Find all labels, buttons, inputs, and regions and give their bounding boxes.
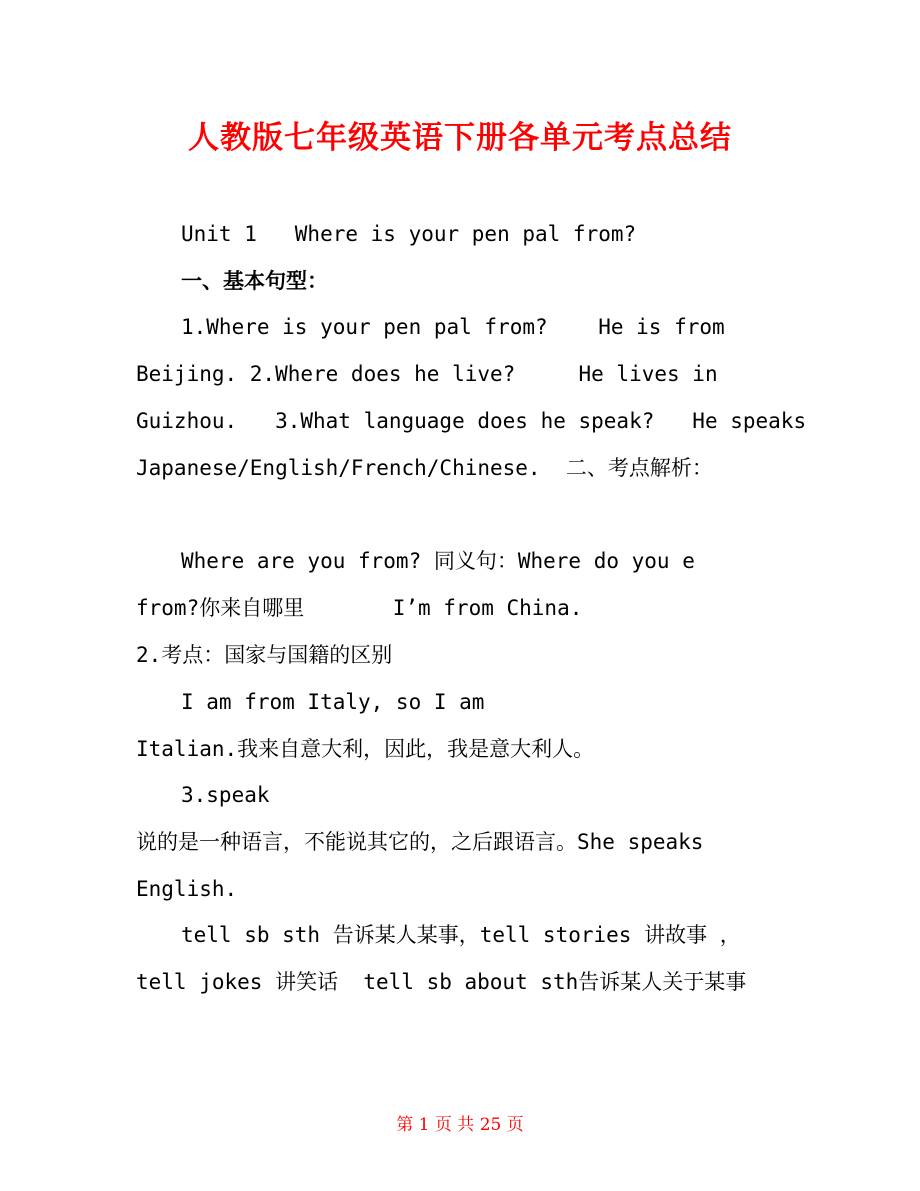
body-line: 3.speak <box>181 783 270 807</box>
body-line: English. <box>136 877 238 901</box>
document-title: 人教版七年级英语下册各单元考点总结 <box>188 120 732 156</box>
body-line: tell jokes 讲笑话 tell sb about sth告诉某人关于某事 <box>136 970 747 994</box>
page-number: 第 1 页 共 25 页 <box>396 1115 524 1135</box>
body-line: Guizhou. 3.What language does he speak? He speaks <box>136 409 807 433</box>
body-line: 2.考点：国家与国籍的区别 <box>136 643 393 667</box>
section-heading-basic-sentences: 一、基本句型： <box>181 269 328 293</box>
body-line: Beijing. 2.Where does he live? He lives in <box>136 362 718 386</box>
body-line: Where are you from? 同义句：Where do you e <box>181 549 695 573</box>
body-line: I am from Italy, so I am <box>181 690 485 714</box>
body-line: tell sb sth 告诉某人某事，tell stories 讲故事 ， <box>181 923 741 947</box>
unit-heading: Unit 1 Where is your pen pal from? <box>181 222 637 246</box>
body-line: Italian.我来自意大利，因此，我是意大利人。 <box>136 737 595 761</box>
body-line: Japanese/English/French/Chinese. 二、考点解析： <box>136 456 713 480</box>
body-line: 1.Where is your pen pal from? He is from <box>181 315 725 339</box>
body-line: 说的是一种语言，不能说其它的，之后跟语言。She speaks <box>136 830 704 854</box>
body-line: from?你来自哪里 I’m from China. <box>136 596 583 620</box>
